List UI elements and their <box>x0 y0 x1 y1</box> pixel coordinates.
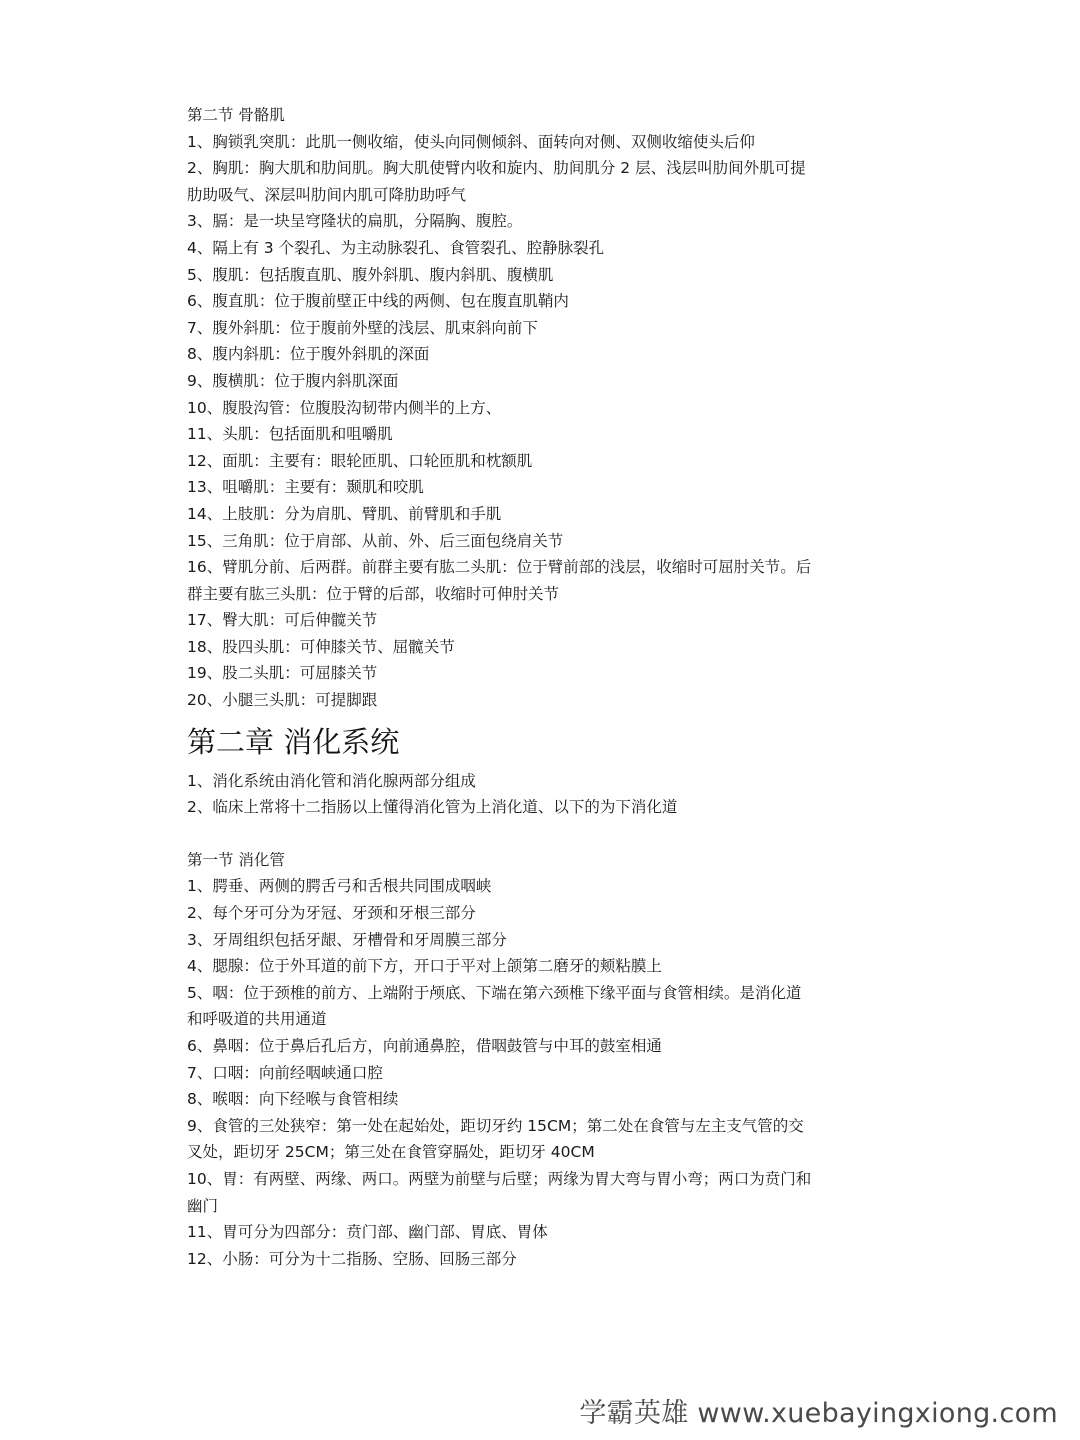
text-line: 12、面肌：主要有：眼轮匝肌、口轮匝肌和枕额肌 <box>187 451 533 470</box>
text-line: 19、股二头肌：可屈膝关节 <box>187 664 378 683</box>
text-line: 4、隔上有 3 个裂孔、为主动脉裂孔、食管裂孔、腔静脉裂孔 <box>187 238 605 257</box>
text-line: 6、鼻咽：位于鼻后孔后方，向前通鼻腔，借咽鼓管与中耳的鼓室相通 <box>187 1037 662 1055</box>
chapter-intro-list <box>187 768 907 821</box>
paragraph-spacer <box>187 821 907 847</box>
text-line: 8、腹内斜肌：位于腹外斜肌的深面 <box>187 345 430 364</box>
text-line: 11、胃可分为四部分：贲门部、幽门部、胃底、胃体 <box>187 1223 548 1242</box>
text-line: 16、臂肌分前、后两群。前群主要有肱二头肌：位于臂前部的浅层，收缩时可屈肘关节。后 <box>187 558 812 577</box>
text-line: 和呼吸道的共用通道 <box>187 1010 327 1029</box>
text-line: 14、上肢肌：分为肩肌、臂肌、前臂肌和手肌 <box>187 504 502 523</box>
text-line: 15、三角肌：位于肩部、从前、外、后三面包绕肩关节 <box>187 531 564 550</box>
text-line: 12、小肠：可分为十二指肠、空肠、回肠三部分 <box>187 1249 517 1268</box>
section-title-digestive-tract: 第一节 消化管 <box>187 850 285 869</box>
site-watermark: 学霸英雄 www.xuebayingxiong.com <box>579 1398 1058 1429</box>
section-title-skeletal-muscle: 第二节 骨骼肌 <box>187 106 285 124</box>
text-line: 3、膈：是一块呈穹隆状的扁肌，分隔胸、腹腔。 <box>187 212 523 231</box>
text-line: 17、臀大肌：可后伸髋关节 <box>187 611 378 630</box>
section-skeletal-muscle-list <box>187 129 907 714</box>
text-line: 5、咽：位于颈椎的前方、上端附于颅底、下端在第六颈椎下缘平面与食管相续。是消化道 <box>187 983 802 1002</box>
text-line: 肋助吸气、深层叫肋间内肌可降肋助呼气 <box>187 185 467 204</box>
text-line: 20、小腿三头肌：可提脚跟 <box>187 691 378 710</box>
section-digestive-tract-list <box>187 873 907 1272</box>
text-line: 8、喉咽：向下经喉与食管相续 <box>187 1090 399 1109</box>
document-page <box>187 102 907 1272</box>
text-line: 1、腭垂、两侧的腭舌弓和舌根共同围成咽峡 <box>187 877 492 896</box>
text-line: 1、胸锁乳突肌：此肌一侧收缩，使头向同侧倾斜、面转向对侧、双侧收缩使头后仰 <box>187 132 755 151</box>
text-line: 9、腹横肌：位于腹内斜肌深面 <box>187 371 399 390</box>
text-line: 10、胃：有两壁、两缘、两口。两壁为前壁与后壁；两缘为胃大弯与胃小弯；两口为贲门和 <box>187 1169 812 1188</box>
text-line: 群主要有肱三头肌：位于臂的后部，收缩时可伸肘关节 <box>187 584 560 603</box>
text-line: 叉处，距切牙 25CM；第三处在食管穿膈处，距切牙 40CM <box>187 1143 595 1162</box>
text-line: 13、咀嚼肌：主要有：颞肌和咬肌 <box>187 478 424 497</box>
text-line: 2、胸肌：胸大肌和肋间肌。胸大肌使臂内收和旋内、肋间肌分 2 层、浅层叫肋间外肌可提 <box>187 159 806 178</box>
text-line: 2、临床上常将十二指肠以上懂得消化管为上消化道、以下的为下消化道 <box>187 798 678 817</box>
text-line: 幽门 <box>187 1196 219 1215</box>
text-line: 7、腹外斜肌：位于腹前外壁的浅层、肌束斜向前下 <box>187 318 538 337</box>
text-line: 2、每个牙可分为牙冠、牙颈和牙根三部分 <box>187 904 476 923</box>
text-line: 18、股四头肌：可伸膝关节、屈髋关节 <box>187 637 455 656</box>
text-line: 9、食管的三处狭窄：第一处在起始处，距切牙约 15CM；第二处在食管与左主支气管的交 <box>187 1116 804 1135</box>
text-line: 5、腹肌：包括腹直肌、腹外斜肌、腹内斜肌、腹横肌 <box>187 265 554 284</box>
text-line: 1、消化系统由消化管和消化腺两部分组成 <box>187 771 476 790</box>
text-line: 3、牙周组织包括牙龈、牙槽骨和牙周膜三部分 <box>187 930 507 949</box>
text-line: 10、腹股沟管：位腹股沟韧带内侧半的上方、 <box>187 398 502 417</box>
text-line: 7、口咽：向前经咽峡通口腔 <box>187 1063 383 1082</box>
text-line: 6、腹直肌：位于腹前壁正中线的两侧、包在腹直肌鞘内 <box>187 292 569 311</box>
text-line: 4、腮腺：位于外耳道的前下方，开口于平对上颌第二磨牙的颊粘膜上 <box>187 957 662 976</box>
text-line: 11、头肌：包括面肌和咀嚼肌 <box>187 425 393 444</box>
chapter-title-digestive-system: 第二章 消化系统 <box>187 724 400 759</box>
